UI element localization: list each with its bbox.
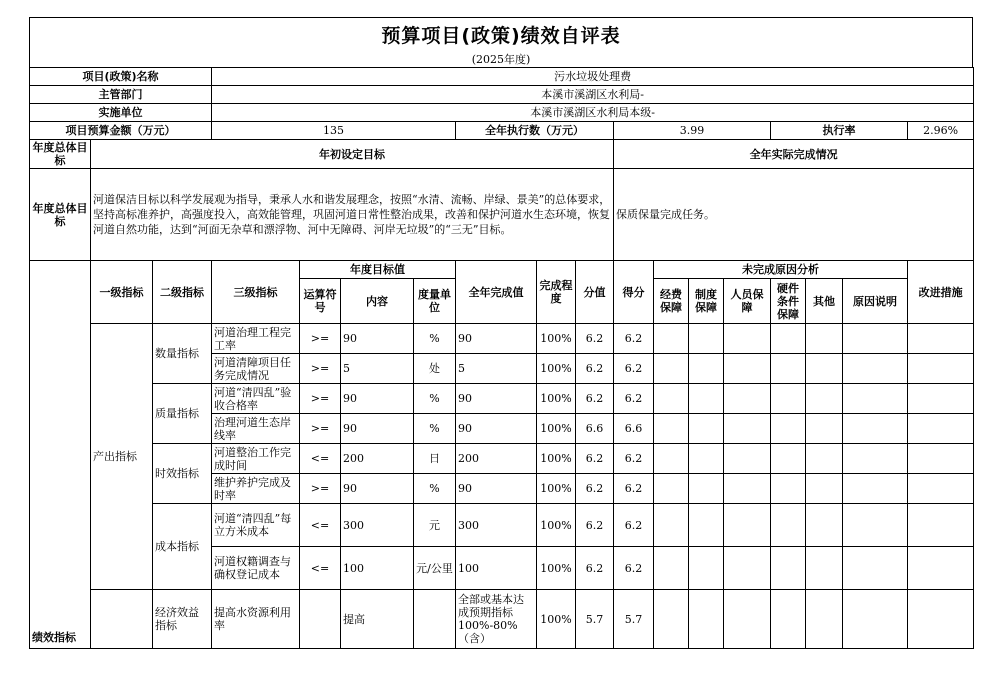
indicator-weight: 6.2 bbox=[576, 384, 614, 414]
indicator-score: 6.2 bbox=[614, 547, 654, 590]
indicator-unit bbox=[414, 590, 456, 649]
rate-value: 2.96% bbox=[908, 122, 974, 140]
indicator-score: 6.2 bbox=[614, 444, 654, 474]
indicator-weight: 6.6 bbox=[576, 414, 614, 444]
level2-header: 二级指标 bbox=[153, 261, 212, 324]
indicator-name: 提高水资源利用率 bbox=[212, 590, 300, 649]
indicator-unit: % bbox=[414, 324, 456, 354]
indicator-op: <= bbox=[300, 504, 341, 547]
evaluation-table bbox=[29, 67, 974, 649]
table-row bbox=[30, 444, 974, 474]
indicator-actual: 90 bbox=[456, 384, 537, 414]
indicator-weight: 5.7 bbox=[576, 590, 614, 649]
goals-header-row bbox=[30, 140, 974, 169]
indicator-completion: 100% bbox=[537, 324, 576, 354]
perf-indicator-label: 绩效指标 bbox=[30, 261, 91, 649]
level1-output: 产出指标 bbox=[91, 324, 153, 590]
indicator-completion: 100% bbox=[537, 474, 576, 504]
indicator-op: >= bbox=[300, 354, 341, 384]
actual-goal-text: 保质保量完成任务。 bbox=[614, 169, 974, 261]
indicator-completion: 100% bbox=[537, 414, 576, 444]
indicator-weight: 6.2 bbox=[576, 547, 614, 590]
page-title: 预算项目(政策)绩效自评表 bbox=[381, 25, 621, 47]
content-header: 内容 bbox=[341, 279, 414, 324]
indicator-actual: 5 bbox=[456, 354, 537, 384]
indicator-score: 5.7 bbox=[614, 590, 654, 649]
indicator-name: 河道清障项目任务完成情况 bbox=[212, 354, 300, 384]
indicator-completion: 100% bbox=[537, 547, 576, 590]
indicator-score: 6.2 bbox=[614, 474, 654, 504]
unit-header: 度量单位 bbox=[414, 279, 456, 324]
indicator-op: >= bbox=[300, 384, 341, 414]
indicator-actual: 90 bbox=[456, 324, 537, 354]
goals-content-row bbox=[30, 169, 974, 261]
indicator-actual: 全部或基本达成预期指标100%-80%（含） bbox=[456, 590, 537, 649]
subtitle-row bbox=[29, 51, 973, 67]
op-header: 运算符号 bbox=[300, 279, 341, 324]
page-subtitle: (2025年度) bbox=[471, 53, 531, 66]
actual-header: 全年完成值 bbox=[456, 261, 537, 324]
table-row bbox=[30, 324, 974, 354]
actual-goal-header: 全年实际完成情况 bbox=[614, 140, 974, 169]
level1-benefit bbox=[91, 590, 153, 649]
indicator-score: 6.2 bbox=[614, 384, 654, 414]
indicator-score: 6.2 bbox=[614, 354, 654, 384]
reason-group-header: 未完成原因分析 bbox=[654, 261, 908, 279]
indicator-completion: 100% bbox=[537, 590, 576, 649]
indicator-content: 5 bbox=[341, 354, 414, 384]
level3-header: 三级指标 bbox=[212, 261, 300, 324]
indicator-op: >= bbox=[300, 324, 341, 354]
indicator-actual: 200 bbox=[456, 444, 537, 474]
indicator-content: 90 bbox=[341, 384, 414, 414]
indicator-actual: 100 bbox=[456, 547, 537, 590]
overall-goal-header: 年度总体目标 bbox=[30, 140, 91, 169]
reason-other-header: 其他 bbox=[806, 279, 843, 324]
dept-label: 主管部门 bbox=[30, 86, 212, 104]
reason-hardware-header: 硬件条件保障 bbox=[771, 279, 806, 324]
reason-funding-header: 经费保障 bbox=[654, 279, 689, 324]
weight-header: 分值 bbox=[576, 261, 614, 324]
level2-quality: 质量指标 bbox=[153, 384, 212, 444]
indicator-name: 维护养护完成及时率 bbox=[212, 474, 300, 504]
info-row-name bbox=[30, 68, 974, 86]
indicator-content: 90 bbox=[341, 324, 414, 354]
initial-goal-header: 年初设定目标 bbox=[91, 140, 614, 169]
indicator-unit: 元 bbox=[414, 504, 456, 547]
indicator-score: 6.2 bbox=[614, 504, 654, 547]
indicator-content: 提高 bbox=[341, 590, 414, 649]
reason-system-header: 制度保障 bbox=[689, 279, 724, 324]
completion-header: 完成程度 bbox=[537, 261, 576, 324]
indicator-content: 90 bbox=[341, 474, 414, 504]
unit-label: 实施单位 bbox=[30, 104, 212, 122]
level2-quantity: 数量指标 bbox=[153, 324, 212, 384]
indicator-completion: 100% bbox=[537, 384, 576, 414]
level2-economic: 经济效益指标 bbox=[153, 590, 212, 649]
overall-goal-label: 年度总体目标 bbox=[30, 169, 91, 261]
table-row bbox=[30, 590, 974, 649]
indicator-unit: 元/公里 bbox=[414, 547, 456, 590]
indicator-op: >= bbox=[300, 474, 341, 504]
indicator-name: 治理河道生态岸线率 bbox=[212, 414, 300, 444]
reason-personnel-header: 人员保障 bbox=[724, 279, 771, 324]
indicator-name: 河道治理工程完工率 bbox=[212, 324, 300, 354]
name-value: 污水垃圾处理费 bbox=[212, 68, 974, 86]
indicator-actual: 90 bbox=[456, 474, 537, 504]
indicator-weight: 6.2 bbox=[576, 354, 614, 384]
indicator-unit: % bbox=[414, 414, 456, 444]
evaluation-sheet bbox=[29, 17, 973, 649]
exec-label: 全年执行数（万元） bbox=[456, 122, 614, 140]
indicator-unit: % bbox=[414, 474, 456, 504]
indicator-op: <= bbox=[300, 444, 341, 474]
indicator-header-row-1 bbox=[30, 261, 974, 279]
exec-value: 3.99 bbox=[614, 122, 771, 140]
indicator-weight: 6.2 bbox=[576, 444, 614, 474]
table-row bbox=[30, 504, 974, 547]
indicator-content: 90 bbox=[341, 414, 414, 444]
level2-timeliness: 时效指标 bbox=[153, 444, 212, 504]
improve-header: 改进措施 bbox=[908, 261, 974, 324]
indicator-content: 300 bbox=[341, 504, 414, 547]
info-row-budget bbox=[30, 122, 974, 140]
indicator-score: 6.6 bbox=[614, 414, 654, 444]
indicator-unit: 处 bbox=[414, 354, 456, 384]
dept-value: 本溪市溪湖区水利局- bbox=[212, 86, 974, 104]
indicator-completion: 100% bbox=[537, 504, 576, 547]
table-row bbox=[30, 384, 974, 414]
indicator-score: 6.2 bbox=[614, 324, 654, 354]
info-row-dept bbox=[30, 86, 974, 104]
rate-label: 执行率 bbox=[771, 122, 908, 140]
indicator-unit: % bbox=[414, 384, 456, 414]
indicator-name: 河道整治工作完成时间 bbox=[212, 444, 300, 474]
score-header: 得分 bbox=[614, 261, 654, 324]
indicator-completion: 100% bbox=[537, 354, 576, 384]
title-row bbox=[29, 17, 973, 51]
indicator-weight: 6.2 bbox=[576, 474, 614, 504]
indicator-content: 200 bbox=[341, 444, 414, 474]
budget-value: 135 bbox=[212, 122, 456, 140]
indicator-op: <= bbox=[300, 547, 341, 590]
indicator-unit: 日 bbox=[414, 444, 456, 474]
level1-header: 一级指标 bbox=[91, 261, 153, 324]
indicator-completion: 100% bbox=[537, 444, 576, 474]
indicator-actual: 90 bbox=[456, 414, 537, 444]
indicator-name: 河道“清四乱”验收合格率 bbox=[212, 384, 300, 414]
name-label: 项目(政策)名称 bbox=[30, 68, 212, 86]
indicator-name: 河道权籍调查与确权登记成本 bbox=[212, 547, 300, 590]
unit-value: 本溪市溪湖区水利局本级- bbox=[212, 104, 974, 122]
info-row-unit bbox=[30, 104, 974, 122]
indicator-weight: 6.2 bbox=[576, 324, 614, 354]
indicator-op bbox=[300, 590, 341, 649]
reason-explain-header: 原因说明 bbox=[843, 279, 908, 324]
indicator-content: 100 bbox=[341, 547, 414, 590]
indicator-op: >= bbox=[300, 414, 341, 444]
indicator-weight: 6.2 bbox=[576, 504, 614, 547]
level2-cost: 成本指标 bbox=[153, 504, 212, 590]
target-group-header: 年度目标值 bbox=[300, 261, 456, 279]
initial-goal-text: 河道保洁目标以科学发展观为指导，秉承人水和谐发展理念，按照“水清、流畅、岸绿、景美”的总体要求，坚持高标准养护，高强度投入，高效能管理，巩固河道日常性整治成果，改善和保护河道水生态环境，恢复河道自然功能，达到“河面无杂草和漂浮物、河中无障碍、河岸无垃圾”的“三无”目标。 bbox=[91, 169, 614, 261]
budget-label: 项目预算金额（万元） bbox=[30, 122, 212, 140]
indicator-name: 河道“清四乱”每立方米成本 bbox=[212, 504, 300, 547]
indicator-actual: 300 bbox=[456, 504, 537, 547]
